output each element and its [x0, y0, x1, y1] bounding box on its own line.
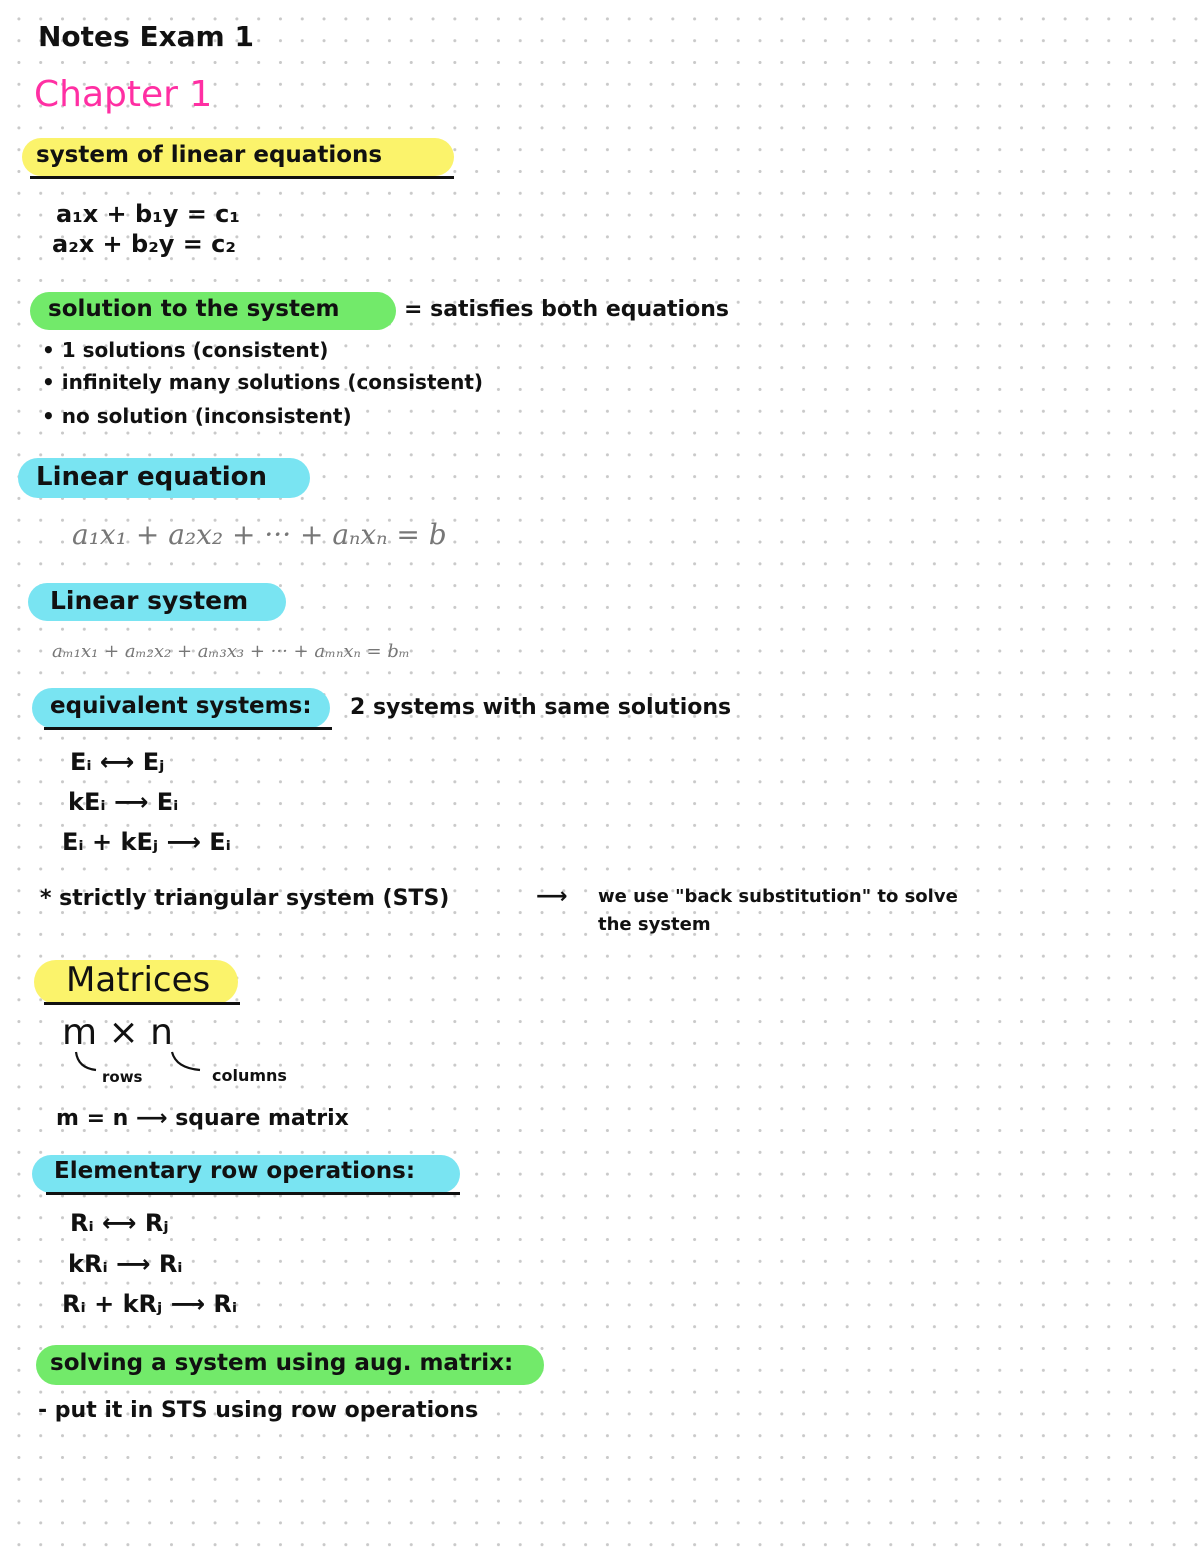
heading-equivalent: equivalent systems:: [50, 693, 312, 719]
heading-row-ops: Elementary row operations:: [54, 1158, 416, 1184]
equivalent-op-1: Eᵢ ⟷ Eⱼ: [70, 748, 165, 776]
sts-definition: * strictly triangular system (STS): [40, 886, 450, 911]
heading-matrices: Matrices: [66, 960, 211, 1000]
underline-system: [30, 176, 454, 179]
equation-1: a₁x + b₁y = c₁: [56, 200, 240, 228]
page-title: Notes Exam 1: [38, 20, 254, 53]
underline-equivalent: [44, 727, 332, 730]
row-op-2: kRᵢ ⟶ Rᵢ: [68, 1250, 183, 1278]
columns-label: columns: [212, 1066, 287, 1085]
solution-bullet-3: • no solution (inconsistent): [42, 404, 352, 428]
heading-linear-system: Linear system: [50, 586, 249, 615]
equivalent-op-2: kEᵢ ⟶ Eᵢ: [68, 788, 179, 816]
matrix-dimensions: m × n: [62, 1012, 173, 1053]
rows-label: rows: [102, 1068, 143, 1086]
sts-note-line-1: we use "back substitution" to solve: [598, 886, 958, 907]
heading-system: system of linear equations: [36, 142, 383, 168]
row-op-3: Rᵢ + kRⱼ ⟶ Rᵢ: [62, 1290, 238, 1318]
solution-bullet-2: • infinitely many solutions (consistent): [42, 370, 484, 394]
heading-linear-equation: Linear equation: [36, 462, 268, 492]
chapter-heading: Chapter 1: [34, 74, 213, 115]
solution-definition: = satisfies both equations: [404, 297, 729, 322]
heading-solution: solution to the system: [48, 296, 340, 322]
linear-equation-formula: a₁x₁ + a₂x₂ + ··· + aₙxₙ = b: [72, 518, 447, 551]
sts-note-line-2: the system: [598, 914, 711, 935]
aug-instruction: - put it in STS using row operations: [38, 1398, 479, 1423]
sts-arrow: ⟶: [536, 884, 568, 909]
dimension-arrows: [70, 1048, 220, 1088]
linear-system-formula: aₘ₁x₁ + aₘ₂x₂ + aₘ₃x₃ + ··· + aₘₙxₙ = bₘ: [52, 641, 410, 662]
equivalent-op-3: Eᵢ + kEⱼ ⟶ Eᵢ: [62, 828, 231, 856]
equation-2: a₂x + b₂y = c₂: [52, 230, 236, 258]
heading-aug: solving a system using aug. matrix:: [50, 1350, 514, 1376]
equivalent-definition: 2 systems with same solutions: [350, 695, 732, 720]
solution-bullet-1: • 1 solutions (consistent): [42, 338, 329, 362]
underline-row-ops: [46, 1192, 460, 1195]
square-matrix: m = n ⟶ square matrix: [56, 1106, 349, 1131]
underline-matrices: [44, 1002, 240, 1005]
row-op-1: Rᵢ ⟷ Rⱼ: [70, 1209, 169, 1237]
